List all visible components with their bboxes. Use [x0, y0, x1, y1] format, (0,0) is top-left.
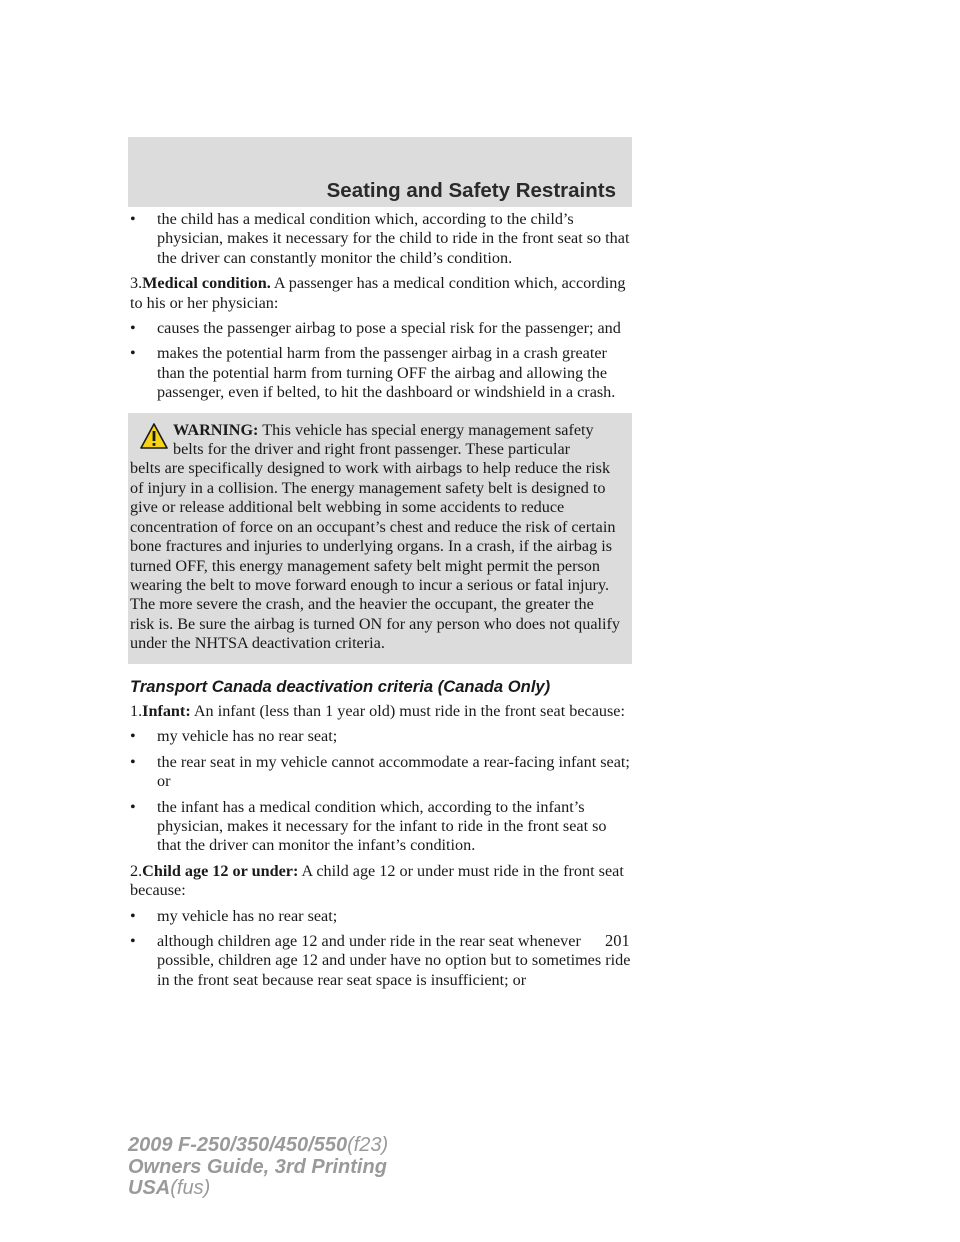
page-number: 201 [605, 931, 630, 950]
warning-box [128, 413, 632, 664]
list-item-text: my vehicle has no rear seat; [157, 906, 338, 925]
list-item [130, 727, 632, 746]
section-header [128, 137, 632, 207]
item-label: Infant: [142, 701, 191, 720]
list-item-text: the infant has a medical condition which, according to the infant’s physician, makes it necessary for the infant to ride in the front seat so that the driver can monitor the infant’s condition. [157, 797, 607, 855]
medical-condition-paragraph [130, 274, 632, 313]
list-item [130, 932, 632, 990]
item-number: 3. [130, 274, 143, 293]
item-label: Child age 12 or under: [142, 861, 299, 880]
list-item [130, 798, 632, 856]
list-item [130, 210, 632, 268]
footer-region-code: (fus) [170, 1177, 211, 1199]
bullet-glyph: • [130, 210, 136, 228]
bullet-glyph: • [130, 319, 136, 338]
list-item-text: the rear seat in my vehicle cannot accommodate a rear-facing infant seat; or [157, 752, 630, 791]
page-content [130, 210, 632, 990]
list-item [130, 907, 632, 926]
footer-line-region [128, 1178, 388, 1200]
list-item-text: although children age 12 and under ride in the rear seat whenever possible, children age 12 and under have no option but to sometimes ride in the front seat because rear seat space is insufficient; or [157, 932, 631, 989]
section-title: Seating and Safety Restraints [326, 179, 616, 202]
footer-model-code: (f23) [347, 1134, 389, 1156]
warning-text-first: This vehicle has special energy management safety belts for the driver and right front passenger. These particular [173, 420, 594, 459]
item-text: A passenger has a medical condition which, according to his or her physician: [130, 274, 626, 312]
list-item-text: the child has a medical condition which, according to the child’s physician, makes it necessary for the child to ride in the front seat so that the driver can constantly monitor the child’s condition. [157, 210, 630, 267]
list-item [130, 753, 632, 792]
warning-first-lines [130, 421, 622, 460]
child-paragraph [130, 862, 632, 901]
footer-model: 2009 F-250/350/450/550 [128, 1134, 348, 1156]
list-item-text: makes the potential harm from the passenger airbag in a crash greater than the potential harm from turning OFF the airbag and allowing the passenger, even if belted, to hit the dashboard or windshield in a crash. [157, 344, 616, 402]
list-item-text: my vehicle has no rear seat; [157, 727, 338, 746]
canada-criteria-heading: Transport Canada deactivation criteria (Canada Only) [130, 676, 551, 696]
item-label: Medical condition. [142, 274, 271, 293]
bullet-glyph: • [130, 797, 136, 816]
footer-region: USA [128, 1177, 171, 1199]
item-number: 1. [130, 701, 143, 720]
footer-printing: Owners Guide, 3rd Printing [128, 1155, 387, 1178]
item-text: A child age 12 or under must ride in the front seat because: [130, 861, 624, 900]
warning-text-rest: belts are specifically designed to work with airbags to help reduce the risk of injury in a collision. The energy management safety belt is designed to give or release additional belt webbing in some accidents to reduce concentration of force on an occupant’s chest and reduce the risk of certain bone fractures and injuries to underlying organs. In a crash, if the airbag is turned OFF, this energy management safety belt might permit the person wearing the belt to move forward enough to incur a serious or fatal injury. The more severe the crash, and the heavier the occupant, the greater the risk is. Be sure the airbag is turned ON for any person who does not qualify under the NHTSA deactivation criteria. [130, 459, 621, 653]
list-item [130, 319, 632, 338]
bullet-glyph: • [130, 344, 136, 363]
warning-label: WARNING: [173, 420, 259, 439]
list-item-text: causes the passenger airbag to pose a special risk for the passenger; and [157, 319, 621, 338]
bullet-glyph: • [130, 906, 136, 925]
list-item [130, 344, 632, 402]
bullet-glyph: • [130, 752, 136, 771]
footer-line-model [128, 1135, 388, 1157]
item-text: An infant (less than 1 year old) must ride in the front seat because: [190, 701, 625, 720]
document-footer [128, 1135, 388, 1200]
bullet-glyph: • [130, 727, 136, 746]
bullet-glyph: • [130, 932, 136, 950]
warning-triangle-icon [140, 423, 168, 449]
infant-paragraph [130, 702, 632, 721]
item-number: 2. [130, 861, 143, 880]
